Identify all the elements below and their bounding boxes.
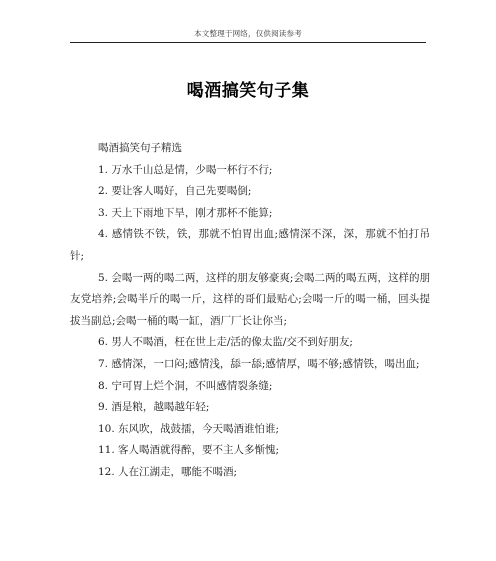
paragraph-item: 2. 要让客人喝好，自己先要喝倒; xyxy=(98,185,252,198)
paragraph-item: 3. 天上下雨地下旱，刚才那杯不能算; xyxy=(98,206,273,219)
header-divider xyxy=(70,42,426,43)
paragraph-item: 6. 男人不喝酒，枉在世上走/活的像太监/交不到好朋友; xyxy=(98,336,353,349)
paragraph-item: 7. 感情深，一口闷;感情浅，舔一舔;感情厚，喝不够;感情铁，喝出血; xyxy=(98,357,420,370)
paragraph-item: 8. 宁可胃上烂个洞，不叫感情裂条缝; xyxy=(98,379,273,392)
paragraph-item: 9. 酒是粮，越喝越年轻; xyxy=(98,401,210,414)
paragraph-item: 5. 会喝一两的喝二两，这样的朋友够豪爽;会喝二两的喝五两，这样的朋友党培养;会喝半斤的喝一斤，这样的哥们最贴心;会喝一斤的喝一桶，回头提拔当副总;会喝一桶的喝一缸，酒厂厂长让你当; xyxy=(70,271,430,327)
paragraph-subheading: 喝酒搞笑句子精选 xyxy=(98,142,182,154)
paragraph-item: 1. 万水千山总是情，少喝一杯行不行; xyxy=(98,163,273,176)
document-body xyxy=(70,138,430,484)
header-note: 本文整理于网络，仅供阅读参考 xyxy=(194,29,302,38)
paragraph-item: 4. 感情铁不铁，铁，那就不怕胃出血;感情深不深，深，那就不怕打吊针; xyxy=(70,228,430,262)
paragraph-item: 11. 客人喝酒就得醉，要不主人多惭愧; xyxy=(98,444,280,457)
paragraph-item: 12. 人在江湖走，哪能不喝酒; xyxy=(98,465,238,478)
document-title: 喝酒搞笑句子集 xyxy=(186,81,310,101)
paragraph-item: 10. 东风吹，战鼓擂，今天喝酒谁怕谁; xyxy=(98,422,280,435)
